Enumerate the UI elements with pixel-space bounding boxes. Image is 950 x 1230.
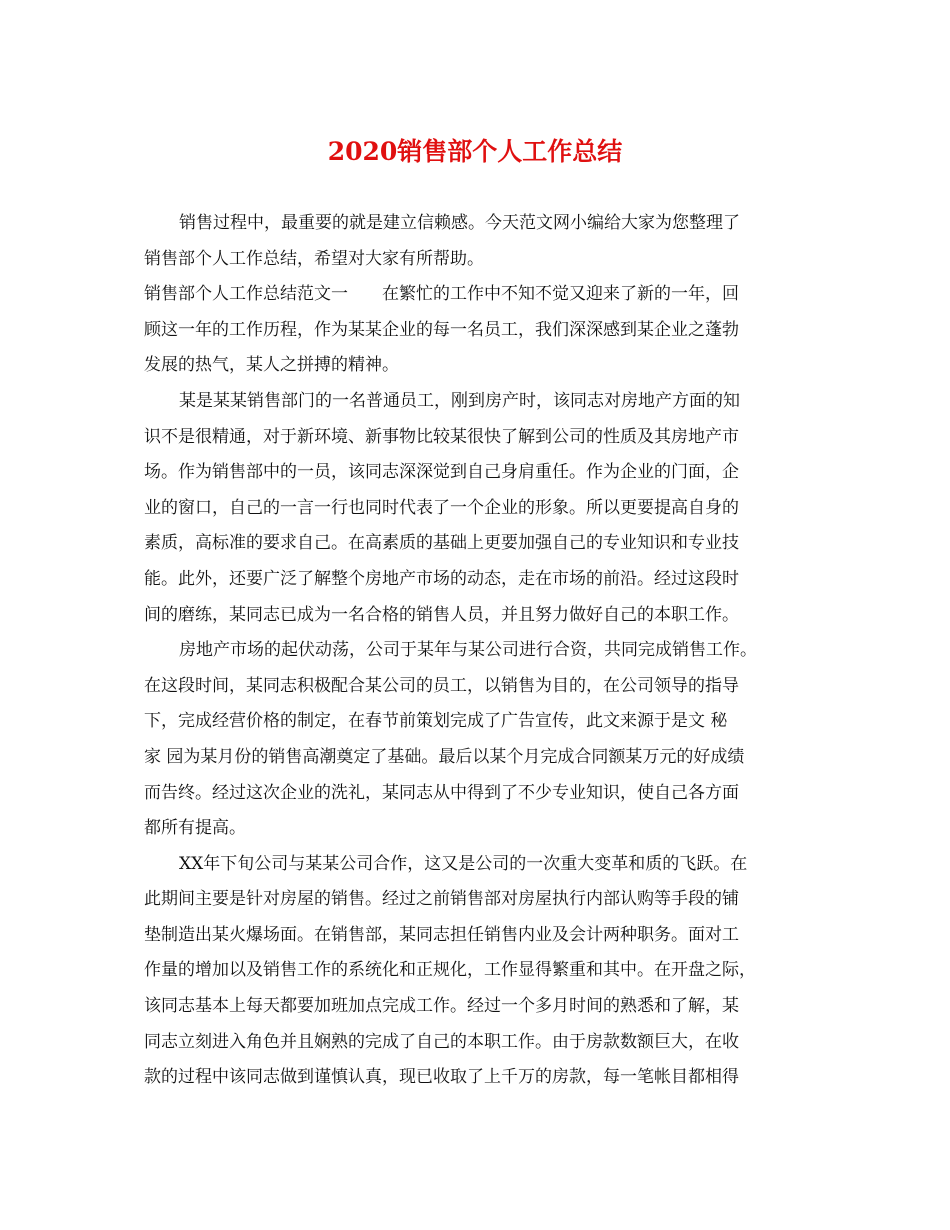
text-line: 业的窗口，自己的一言一行也同时代表了一个企业的形象。所以更要提高自身的: [144, 497, 739, 518]
text-line: 该同志基本上每天都要加班加点完成工作。经过一个多月时间的熟悉和了解，某: [144, 996, 739, 1017]
text-line: 发展的热气，某人之拼搏的精神。: [144, 355, 399, 376]
text-line: 能。此外，还要广泛了解整个房地产市场的动态，走在市场的前沿。经过这段时: [144, 568, 739, 589]
document-title: 2020销售部个人工作总结: [327, 137, 623, 166]
text-line: 此期间主要是针对房屋的销售。经过之前销售部对房屋执行内部认购等手段的铺: [144, 889, 739, 910]
text-line: 销售部个人工作总结范文一 在繁忙的工作中不知不觉又迎来了新的一年，回: [144, 284, 739, 305]
text-line: 顾这一年的工作历程，作为某某企业的每一名员工，我们深深感到某企业之蓬勃: [144, 319, 739, 340]
text-line: 家 园为某月份的销售高潮奠定了基础。最后以某个月完成合同额某万元的好成绩: [144, 746, 745, 767]
text-line: 下，完成经营价格的制定，在春节前策划完成了广告宣传，此文来源于是文 秘: [144, 711, 728, 732]
text-line: 场。作为销售部中的一员，该同志深深觉到自己身肩重任。作为企业的门面，企: [144, 462, 739, 483]
text-line: 间的磨练，某同志已成为一名合格的销售人员，并且努力做好自己的本职工作。: [144, 604, 739, 625]
text-line: XX年下旬公司与某某公司合作，这又是公司的一次重大变革和质的飞跃。在: [179, 853, 748, 874]
text-line: 识不是很精通，对于新环境、新事物比较某很快了解到公司的性质及其房地产市: [144, 426, 739, 447]
text-line: 素质，高标准的要求自己。在高素质的基础上更要加强自己的专业知识和专业技: [144, 533, 739, 554]
text-line: 同志立刻进入角色并且娴熟的完成了自己的本职工作。由于房款数额巨大，在收: [144, 1031, 739, 1052]
text-line: 某是某某销售部门的一名普通员工，刚到房产时，该同志对房地产方面的知: [179, 390, 740, 411]
text-line: 垫制造出某火爆场面。在销售部，某同志担任销售内业及会计两种职务。面对工: [144, 924, 739, 945]
text-line: 销售过程中，最重要的就是建立信赖感。今天范文网小编给大家为您整理了: [179, 213, 740, 233]
text-line: 而告终。经过这次企业的洗礼，某同志从中得到了不少专业知识，使自己各方面: [144, 782, 739, 803]
text-line: 款的过程中该同志做到谨慎认真，现已收取了上千万的房款，每一笔帐目都相得: [144, 1067, 739, 1088]
text-line: 销售部个人工作总结，希望对大家有所帮助。: [144, 248, 484, 269]
document-body: [144, 206, 814, 1096]
text-line: 在这段时间，某同志积极配合某公司的员工，以销售为目的，在公司领导的指导: [144, 675, 739, 696]
text-line: 作量的增加以及销售工作的系统化和正规化，工作显得繁重和其中。在开盘之际，: [144, 960, 756, 981]
text-line: 房地产市场的起伏动荡，公司于某年与某公司进行合资，共同完成销售工作。: [179, 640, 757, 661]
text-line: 都所有提高。: [144, 818, 246, 839]
